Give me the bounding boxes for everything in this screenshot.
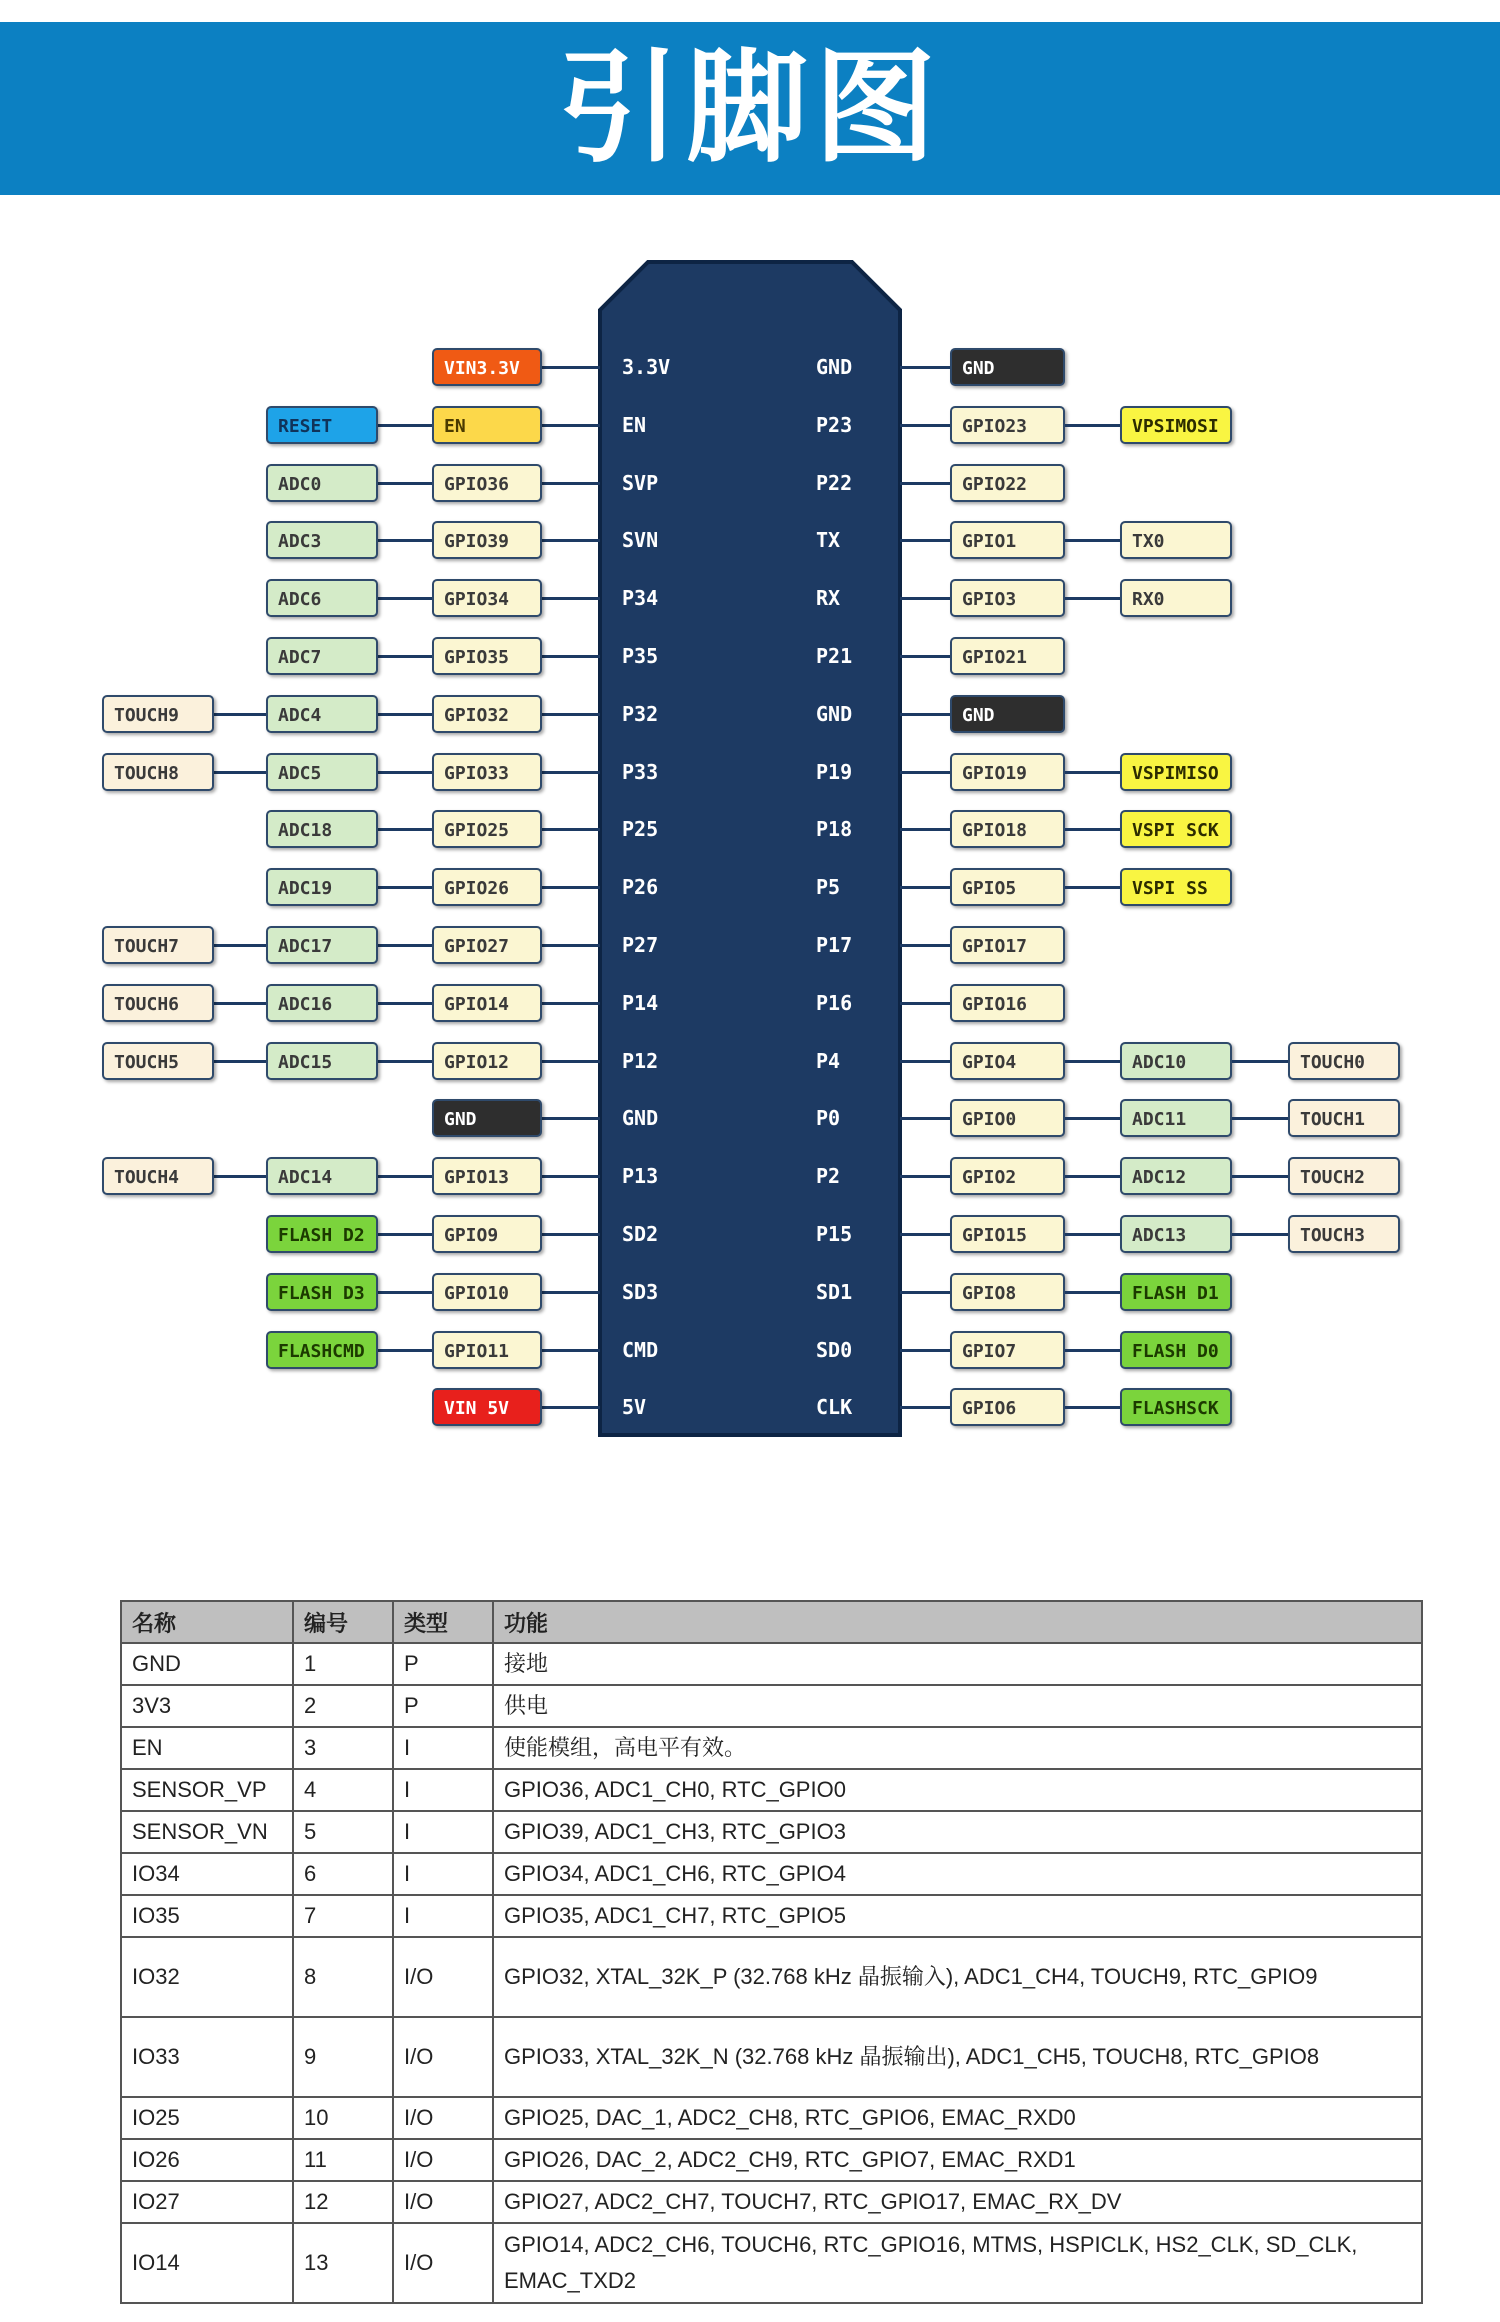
- connector-line: [900, 886, 950, 889]
- cell-type: I: [393, 1853, 493, 1895]
- connector-line: [900, 1117, 950, 1120]
- cell-name: SENSOR_VN: [121, 1811, 293, 1853]
- chip-pin-right-p19: P19: [816, 759, 853, 784]
- chip-pin-right-p15: P15: [816, 1222, 853, 1246]
- table-header-type: 类型: [393, 1601, 493, 1643]
- connector-line: [1065, 1233, 1120, 1236]
- chip-pin-left-p25: P25: [622, 817, 659, 842]
- pin-tag-gpio8: GPIO8: [950, 1273, 1065, 1311]
- pin-tag-touch8: TOUCH8: [102, 753, 214, 791]
- connector-line: [900, 1175, 950, 1178]
- connector-line: [1065, 1175, 1120, 1178]
- connector-line: [378, 482, 432, 485]
- cell-function: GPIO35, ADC1_CH7, RTC_GPIO5: [493, 1895, 1422, 1937]
- cell-name: SENSOR_VP: [121, 1769, 293, 1811]
- pin-tag-adc6: ADC6: [266, 579, 378, 617]
- cell-type: I/O: [393, 2223, 493, 2303]
- pin-tag-rx0: RX0: [1120, 579, 1232, 617]
- pin-tag-gpio19: GPIO19: [950, 753, 1065, 791]
- connector-line: [378, 1291, 432, 1294]
- table-header-row: [121, 1601, 1422, 1643]
- cell-type: I/O: [393, 1937, 493, 2017]
- connector-line: [378, 713, 432, 716]
- chip-pin-left-p12: P12: [622, 1048, 659, 1073]
- connector-line: [542, 1002, 600, 1005]
- cell-function: GPIO39, ADC1_CH3, RTC_GPIO3: [493, 1811, 1422, 1853]
- connector-line: [1065, 771, 1120, 774]
- connector-line: [214, 771, 266, 774]
- cell-function: GPIO34, ADC1_CH6, RTC_GPIO4: [493, 1853, 1422, 1895]
- connector-line: [900, 424, 950, 427]
- esp32-chip-outline: [0, 240, 1500, 1470]
- chip-pin-left-p27: P27: [622, 933, 659, 957]
- pin-tag-gpio11: GPIO11: [432, 1331, 542, 1369]
- pin-tag-gpio23: GPIO23: [950, 406, 1065, 444]
- cell-type: I: [393, 1727, 493, 1769]
- pin-tag-adc18: ADC18: [266, 810, 378, 848]
- connector-line: [214, 1002, 266, 1005]
- pin-tag-gpio6: GPIO6: [950, 1388, 1065, 1426]
- cell-type: I/O: [393, 2139, 493, 2181]
- connector-line: [1065, 1349, 1120, 1352]
- cell-number: 4: [293, 1769, 393, 1811]
- cell-number: 11: [293, 2139, 393, 2181]
- pin-tag-gpio32: GPIO32: [432, 695, 542, 733]
- connector-line: [542, 1349, 600, 1352]
- table-row: [121, 2139, 1422, 2181]
- cell-type: I: [393, 1895, 493, 1937]
- connector-line: [900, 771, 950, 774]
- cell-name: IO14: [121, 2223, 293, 2303]
- chip-pin-right-p21: P21: [816, 644, 853, 668]
- chip-pin-left-svp: SVP: [622, 470, 659, 495]
- cell-function: 供电: [493, 1685, 1422, 1727]
- connector-line: [378, 1060, 432, 1063]
- cell-type: P: [393, 1685, 493, 1727]
- cell-function: GPIO32, XTAL_32K_P (32.768 kHz 晶振输入), ADC1_CH4, TOUCH9, RTC_GPIO9: [493, 1937, 1422, 2017]
- pin-tag-gpio3: GPIO3: [950, 579, 1065, 617]
- connector-line: [900, 1406, 950, 1409]
- connector-line: [900, 1349, 950, 1352]
- chip-pin-left-p14: P14: [622, 990, 659, 1015]
- pin-tag-gpio0: GPIO0: [950, 1099, 1065, 1137]
- connector-line: [1065, 1060, 1120, 1063]
- pin-tag-gpio33: GPIO33: [432, 753, 542, 791]
- pin-tag-gpio39: GPIO39: [432, 521, 542, 559]
- connector-line: [378, 539, 432, 542]
- connector-line: [542, 1060, 600, 1063]
- connector-line: [1065, 1117, 1120, 1120]
- cell-function: GPIO36, ADC1_CH0, RTC_GPIO0: [493, 1769, 1422, 1811]
- pin-tag-gpio12: GPIO12: [432, 1042, 542, 1080]
- connector-line: [542, 539, 600, 542]
- chip-pin-right-p0: P0: [816, 1106, 841, 1131]
- cell-number: 13: [293, 2223, 393, 2303]
- connector-line: [1065, 424, 1120, 427]
- cell-number: 10: [293, 2097, 393, 2139]
- chip-pin-left-svn: SVN: [622, 528, 659, 553]
- connector-line: [542, 1233, 600, 1236]
- connector-line: [1065, 886, 1120, 889]
- cell-number: 6: [293, 1853, 393, 1895]
- pin-tag-gnd: GND: [950, 348, 1065, 386]
- connector-line: [542, 886, 600, 889]
- pin-tag-gpio4: GPIO4: [950, 1042, 1065, 1080]
- cell-name: IO27: [121, 2181, 293, 2223]
- connector-line: [378, 1349, 432, 1352]
- cell-name: IO34: [121, 1853, 293, 1895]
- chip-pin-right-p2: P2: [816, 1164, 841, 1189]
- pin-tag-vin3-3v: VIN3.3V: [432, 348, 542, 386]
- chip-pin-right-gnd: GND: [816, 355, 853, 379]
- pin-tag-gpio26: GPIO26: [432, 868, 542, 906]
- cell-type: I: [393, 1769, 493, 1811]
- pinout-diagram: [0, 240, 1500, 1470]
- cell-number: 1: [293, 1643, 393, 1685]
- connector-line: [542, 828, 600, 831]
- pin-tag-touch4: TOUCH4: [102, 1157, 214, 1195]
- pin-tag-touch2: TOUCH2: [1288, 1157, 1400, 1195]
- pin-tag-adc5: ADC5: [266, 753, 378, 791]
- pin-tag-gpio36: GPIO36: [432, 464, 542, 502]
- connector-line: [1232, 1060, 1288, 1063]
- pin-tag-vspimiso: VSPIMISO: [1120, 753, 1232, 791]
- chip-pin-right-sd0: SD0: [816, 1337, 853, 1362]
- connector-line: [214, 713, 266, 716]
- chip-pin-right-p5: P5: [816, 875, 841, 900]
- connector-line: [542, 1291, 600, 1294]
- pin-tag-touch7: TOUCH7: [102, 926, 214, 964]
- cell-function: 接地: [493, 1643, 1422, 1685]
- chip-pin-left-5v: 5V: [622, 1395, 647, 1420]
- connector-line: [900, 1233, 950, 1236]
- connector-line: [542, 1175, 600, 1178]
- connector-line: [542, 482, 600, 485]
- table-row: [121, 2181, 1422, 2223]
- table-row: [121, 1643, 1422, 1685]
- connector-line: [1065, 1291, 1120, 1294]
- pin-tag-gpio9: GPIO9: [432, 1215, 542, 1253]
- chip-pin-left-p33: P33: [622, 759, 659, 784]
- connector-line: [1065, 539, 1120, 542]
- cell-function: GPIO33, XTAL_32K_N (32.768 kHz 晶振输出), ADC1_CH5, TOUCH8, RTC_GPIO8: [493, 2017, 1422, 2097]
- pin-tag-touch1: TOUCH1: [1288, 1099, 1400, 1137]
- connector-line: [542, 771, 600, 774]
- connector-line: [542, 597, 600, 600]
- connector-line: [378, 1175, 432, 1178]
- connector-line: [542, 1117, 600, 1120]
- connector-line: [214, 1175, 266, 1178]
- connector-line: [378, 771, 432, 774]
- cell-name: GND: [121, 1643, 293, 1685]
- connector-line: [378, 886, 432, 889]
- pin-tag-adc13: ADC13: [1120, 1215, 1232, 1253]
- pin-tag-adc12: ADC12: [1120, 1157, 1232, 1195]
- cell-name: IO32: [121, 1937, 293, 2017]
- cell-number: 3: [293, 1727, 393, 1769]
- chip-pin-left-p32: P32: [622, 701, 659, 726]
- chip-pin-left-cmd: CMD: [622, 1337, 659, 1362]
- cell-number: 8: [293, 1937, 393, 2017]
- cell-number: 9: [293, 2017, 393, 2097]
- connector-line: [542, 713, 600, 716]
- pin-tag-gpio14: GPIO14: [432, 984, 542, 1022]
- pin-tag-gpio25: GPIO25: [432, 810, 542, 848]
- connector-line: [1065, 1406, 1120, 1409]
- connector-line: [542, 944, 600, 947]
- title-banner: [0, 22, 1500, 195]
- connector-line: [378, 1233, 432, 1236]
- pin-tag-adc4: ADC4: [266, 695, 378, 733]
- pin-tag-adc14: ADC14: [266, 1157, 378, 1195]
- pin-tag-gpio13: GPIO13: [432, 1157, 542, 1195]
- cell-function: GPIO14, ADC2_CH6, TOUCH6, RTC_GPIO16, MTMS, HSPICLK, HS2_CLK, SD_CLK, EMAC_TXD2: [493, 2223, 1422, 2303]
- cell-name: IO25: [121, 2097, 293, 2139]
- chip-pin-left-p26: P26: [622, 875, 659, 900]
- table-row: [121, 1769, 1422, 1811]
- table-row: [121, 1895, 1422, 1937]
- pin-tag-adc11: ADC11: [1120, 1099, 1232, 1137]
- pin-tag-vin-5v: VIN 5V: [432, 1388, 542, 1426]
- pin-tag-reset: RESET: [266, 406, 378, 444]
- connector-line: [900, 366, 950, 369]
- chip-pin-right-p4: P4: [816, 1048, 841, 1073]
- chip-pin-right-p22: P22: [816, 470, 853, 495]
- pin-tag-touch6: TOUCH6: [102, 984, 214, 1022]
- chip-pin-left-p35: P35: [622, 644, 659, 668]
- connector-line: [542, 655, 600, 658]
- table-row: [121, 2017, 1422, 2097]
- table-row: [121, 1853, 1422, 1895]
- connector-line: [1065, 828, 1120, 831]
- pin-tag-adc7: ADC7: [266, 637, 378, 675]
- pin-tag-touch0: TOUCH0: [1288, 1042, 1400, 1080]
- connector-line: [378, 424, 432, 427]
- connector-line: [1232, 1117, 1288, 1120]
- page-title: 引脚图: [558, 37, 942, 179]
- connector-line: [1232, 1233, 1288, 1236]
- connector-line: [214, 944, 266, 947]
- pin-tag-adc15: ADC15: [266, 1042, 378, 1080]
- pin-tag-adc10: ADC10: [1120, 1042, 1232, 1080]
- cell-number: 12: [293, 2181, 393, 2223]
- chip-pin-left-gnd: GND: [622, 1106, 659, 1131]
- pin-definition-table: [120, 1600, 1423, 2304]
- connector-line: [542, 1406, 600, 1409]
- table-row: [121, 1811, 1422, 1853]
- pin-tag-touch5: TOUCH5: [102, 1042, 214, 1080]
- pin-tag-touch9: TOUCH9: [102, 695, 214, 733]
- connector-line: [214, 1060, 266, 1063]
- pin-tag-vpsimosi: VPSIMOSI: [1120, 406, 1232, 444]
- pin-tag-flash-d0: FLASH D0: [1120, 1331, 1232, 1369]
- chip-pin-left-p13: P13: [622, 1164, 659, 1189]
- chip-pin-right-clk: CLK: [816, 1395, 853, 1420]
- cell-type: I: [393, 1811, 493, 1853]
- pin-tag-gpio2: GPIO2: [950, 1157, 1065, 1195]
- connector-line: [900, 828, 950, 831]
- connector-line: [900, 1002, 950, 1005]
- pin-tag-gpio16: GPIO16: [950, 984, 1065, 1022]
- cell-function: GPIO25, DAC_1, ADC2_CH8, RTC_GPIO6, EMAC_RXD0: [493, 2097, 1422, 2139]
- table-header-number: 编号: [293, 1601, 393, 1643]
- connector-line: [900, 482, 950, 485]
- connector-line: [900, 655, 950, 658]
- cell-function: GPIO26, DAC_2, ADC2_CH9, RTC_GPIO7, EMAC_RXD1: [493, 2139, 1422, 2181]
- connector-line: [900, 539, 950, 542]
- pin-tag-flash-d1: FLASH D1: [1120, 1273, 1232, 1311]
- cell-name: EN: [121, 1727, 293, 1769]
- chip-pin-left-3-3v: 3.3V: [622, 355, 671, 379]
- table-row: [121, 1937, 1422, 2017]
- pin-tag-gpio5: GPIO5: [950, 868, 1065, 906]
- connector-line: [900, 1291, 950, 1294]
- pin-tag-adc19: ADC19: [266, 868, 378, 906]
- cell-number: 2: [293, 1685, 393, 1727]
- pin-tag-vspi-sck: VSPI SCK: [1120, 810, 1232, 848]
- pin-tag-tx0: TX0: [1120, 521, 1232, 559]
- pin-tag-gpio15: GPIO15: [950, 1215, 1065, 1253]
- connector-line: [1232, 1175, 1288, 1178]
- chip-pin-right-p23: P23: [816, 412, 853, 437]
- connector-line: [378, 655, 432, 658]
- cell-name: IO35: [121, 1895, 293, 1937]
- pin-tag-en: EN: [432, 406, 542, 444]
- table-header-function: 功能: [493, 1601, 1422, 1643]
- pin-tag-gnd: GND: [432, 1099, 542, 1137]
- pin-tag-flashsck: FLASHSCK: [1120, 1388, 1232, 1426]
- connector-line: [900, 597, 950, 600]
- pin-tag-flash-d2: FLASH D2: [266, 1215, 378, 1253]
- cell-name: 3V3: [121, 1685, 293, 1727]
- table-row: [121, 2223, 1422, 2303]
- connector-line: [378, 828, 432, 831]
- pin-tag-gpio27: GPIO27: [432, 926, 542, 964]
- connector-line: [542, 424, 600, 427]
- connector-line: [378, 944, 432, 947]
- chip-pin-right-tx: TX: [816, 528, 841, 553]
- pin-tag-vspi-ss: VSPI SS: [1120, 868, 1232, 906]
- cell-name: IO33: [121, 2017, 293, 2097]
- pin-tag-flash-d3: FLASH D3: [266, 1273, 378, 1311]
- cell-type: I/O: [393, 2017, 493, 2097]
- chip-pin-left-en: EN: [622, 412, 647, 437]
- pin-tag-touch3: TOUCH3: [1288, 1215, 1400, 1253]
- pin-tag-gpio17: GPIO17: [950, 926, 1065, 964]
- pin-tag-gnd: GND: [950, 695, 1065, 733]
- chip-pin-right-p18: P18: [816, 817, 853, 842]
- connector-line: [378, 1002, 432, 1005]
- chip-pin-right-gnd: GND: [816, 701, 853, 726]
- pin-tag-gpio7: GPIO7: [950, 1331, 1065, 1369]
- table-row: [121, 1727, 1422, 1769]
- pin-tag-adc0: ADC0: [266, 464, 378, 502]
- cell-name: IO26: [121, 2139, 293, 2181]
- cell-number: 7: [293, 1895, 393, 1937]
- pin-tag-flashcmd: FLASHCMD: [266, 1331, 378, 1369]
- cell-type: I/O: [393, 2181, 493, 2223]
- connector-line: [900, 713, 950, 716]
- table-row: [121, 2097, 1422, 2139]
- cell-function: 使能模组，高电平有效。: [493, 1727, 1422, 1769]
- pin-tag-adc3: ADC3: [266, 521, 378, 559]
- chip-pin-right-rx: RX: [816, 586, 841, 611]
- pin-tag-adc16: ADC16: [266, 984, 378, 1022]
- connector-line: [900, 1060, 950, 1063]
- pin-tag-gpio22: GPIO22: [950, 464, 1065, 502]
- connector-line: [542, 366, 600, 369]
- chip-pin-right-p17: P17: [816, 933, 853, 957]
- chip-pin-right-p16: P16: [816, 990, 853, 1015]
- chip-pin-left-sd2: SD2: [622, 1222, 659, 1246]
- chip-pin-left-p34: P34: [622, 586, 659, 611]
- cell-type: P: [393, 1643, 493, 1685]
- pin-tag-gpio34: GPIO34: [432, 579, 542, 617]
- connector-line: [1065, 597, 1120, 600]
- pin-tag-gpio10: GPIO10: [432, 1273, 542, 1311]
- table-row: [121, 1685, 1422, 1727]
- pin-tag-gpio35: GPIO35: [432, 637, 542, 675]
- connector-line: [378, 597, 432, 600]
- cell-number: 5: [293, 1811, 393, 1853]
- chip-pin-right-sd1: SD1: [816, 1279, 853, 1304]
- table-header-name: 名称: [121, 1601, 293, 1643]
- connector-line: [900, 944, 950, 947]
- chip-pin-left-sd3: SD3: [622, 1279, 659, 1304]
- pin-tag-gpio21: GPIO21: [950, 637, 1065, 675]
- pin-tag-adc17: ADC17: [266, 926, 378, 964]
- pin-tag-gpio1: GPIO1: [950, 521, 1065, 559]
- cell-function: GPIO27, ADC2_CH7, TOUCH7, RTC_GPIO17, EMAC_RX_DV: [493, 2181, 1422, 2223]
- cell-type: I/O: [393, 2097, 493, 2139]
- pin-tag-gpio18: GPIO18: [950, 810, 1065, 848]
